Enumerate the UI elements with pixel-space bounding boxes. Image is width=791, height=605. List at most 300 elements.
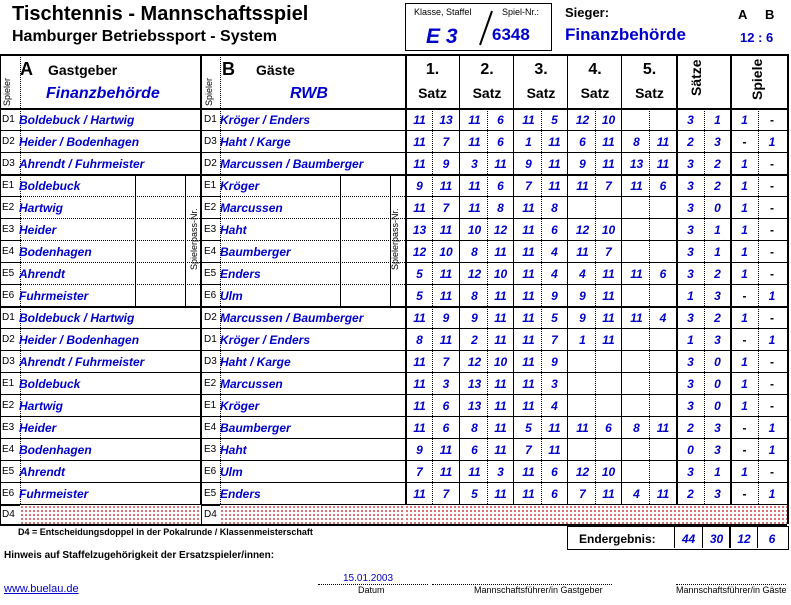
spiele-a: -	[742, 443, 747, 457]
date-value: 15.01.2003	[343, 573, 394, 584]
saetze-a: 3	[687, 179, 694, 193]
player-code-b: D3	[204, 136, 217, 147]
player-name-a: Fuhrmeister	[19, 289, 89, 303]
spieler-label-b: Spieler	[204, 77, 214, 106]
player-code-b: D2	[204, 158, 217, 169]
set-1-score-b: 6	[442, 399, 450, 413]
set-4-score-a: 9	[579, 311, 586, 325]
player-name-a: Fuhrmeister	[19, 487, 89, 501]
sieger-value: Finanzbehörde	[565, 25, 686, 44]
spiele-b: -	[770, 399, 774, 413]
set-4-score-a: 11	[576, 421, 589, 435]
spiele-a: 1	[741, 157, 748, 171]
saetze-b: 3	[714, 487, 721, 501]
team-b-label: Gäste	[256, 62, 295, 78]
sig-gaeste-label: Mannschaftsführer/in Gäste	[676, 585, 787, 595]
set-1-score-b: 11	[439, 223, 453, 237]
set-1-score-b: 3	[442, 377, 450, 391]
spiele-a: 1	[741, 399, 748, 413]
spiele-a: -	[742, 333, 747, 347]
set-4-score-a: 12	[575, 113, 590, 127]
saetze-a: 3	[687, 157, 694, 171]
set-5-score-a: 11	[630, 311, 643, 325]
player-name-a: Bodenhagen	[19, 443, 92, 457]
set-3-score-b: 5	[551, 311, 558, 325]
spiele-a: 1	[741, 267, 748, 281]
spiel-nr-label: Spiel-Nr.:	[502, 7, 540, 17]
spiele-b: 1	[768, 289, 776, 303]
set-1-score-a: 11	[413, 157, 426, 171]
set-3-score-b: 5	[551, 113, 558, 127]
set-2-score-b: 6	[497, 113, 504, 127]
set-2-score-b: 11	[494, 245, 507, 259]
set-3-score-a: 11	[522, 201, 535, 215]
d4-code-b: D4	[204, 509, 217, 520]
set-2-score-a: 12	[467, 267, 482, 281]
set-1-score-a: 11	[413, 487, 426, 501]
set-3-score-a: 1	[525, 135, 532, 149]
spiele-b: -	[770, 223, 774, 237]
player-name-b: Ulm	[220, 289, 243, 303]
set-3-score-b: 11	[548, 157, 561, 171]
set-4-score-b: 6	[605, 421, 612, 435]
set-3-score-a: 9	[525, 157, 532, 171]
set-5-number: 5.	[642, 61, 657, 78]
saetze-a: 3	[687, 311, 694, 325]
spiele-a: -	[742, 135, 747, 149]
player-code-a: E6	[2, 488, 15, 499]
set-2-score-a: 11	[468, 465, 481, 479]
set-1-score-b: 7	[442, 355, 450, 369]
set-2-score-a: 11	[468, 179, 481, 193]
player-code-a: E5	[2, 466, 15, 477]
player-name-b: Kröger	[220, 399, 260, 413]
set-5-label: Satz	[635, 85, 664, 101]
player-name-a: Bodenhagen	[19, 245, 92, 259]
player-code-a: E1	[2, 180, 15, 191]
saetze-b: 2	[714, 157, 721, 171]
player-name-a: Boldebuck	[19, 179, 81, 193]
saetze-a: 3	[687, 399, 694, 413]
spiele-a: 1	[741, 311, 748, 325]
set-3-score-a: 5	[525, 421, 532, 435]
set-3-score-a: 11	[522, 113, 535, 127]
player-name-a: Boldebuck / Hartwig	[19, 113, 135, 127]
set-1-score-a: 11	[413, 135, 426, 149]
set-1-score-a: 9	[416, 179, 423, 193]
set-3-score-a: 11	[522, 311, 535, 325]
set-1-score-a: 11	[413, 399, 426, 413]
player-code-b: E5	[204, 488, 217, 499]
klasse-value: E 3	[426, 25, 458, 48]
player-name-b: Baumberger	[220, 421, 291, 435]
d4-code-a: D4	[2, 509, 15, 520]
set-1-number: 1.	[425, 61, 440, 78]
player-name-a: Ahrendt / Fuhrmeister	[19, 355, 145, 369]
endergebnis-spiele-a: 12	[737, 532, 751, 546]
set-1-label: Satz	[418, 85, 447, 101]
player-code-b: E2	[204, 202, 217, 213]
spiele-a: 1	[741, 355, 748, 369]
set-2-score-b: 3	[497, 465, 504, 479]
set-2-score-b: 8	[497, 201, 504, 215]
saetze-b: 0	[714, 201, 721, 215]
set-1-score-b: 7	[442, 487, 450, 501]
set-1-score-b: 6	[442, 421, 450, 435]
saetze-b: 2	[714, 179, 721, 193]
set-2-score-a: 5	[471, 487, 478, 501]
saetze-a: 3	[687, 201, 694, 215]
spiele-a: -	[742, 421, 747, 435]
set-1-score-a: 11	[413, 201, 426, 215]
spiele-header: Spiele	[749, 58, 765, 100]
saetze-a: 3	[687, 465, 694, 479]
saetze-a: 3	[687, 223, 694, 237]
set-4-score-b: 11	[602, 157, 615, 171]
spiele-a: 1	[741, 377, 748, 391]
set-1-score-b: 7	[442, 135, 450, 149]
saetze-b: 2	[714, 311, 721, 325]
spiele-a: -	[742, 487, 747, 501]
set-2-score-a: 3	[471, 157, 478, 171]
team-a-name: Finanzbehörde	[46, 85, 160, 102]
team-a-letter: A	[20, 59, 33, 79]
spiele-b: -	[770, 179, 774, 193]
spiele-a: 1	[741, 223, 748, 237]
set-3-score-a: 11	[522, 355, 535, 369]
set-1-score-b: 10	[439, 245, 453, 259]
set-2-score-a: 11	[468, 113, 481, 127]
set-3-score-b: 8	[551, 201, 558, 215]
set-3-label: Satz	[526, 85, 556, 101]
set-2-score-b: 11	[494, 443, 507, 457]
player-code-a: D2	[2, 334, 15, 345]
player-code-a: D1	[2, 312, 15, 323]
form-title: Tischtennis - Mannschaftsspiel	[12, 3, 309, 25]
set-3-score-b: 9	[551, 355, 558, 369]
team-b-name: RWB	[290, 85, 328, 102]
set-4-score-b: 10	[601, 113, 616, 127]
set-4-score-a: 12	[575, 223, 590, 237]
set-5-score-a: 13	[629, 157, 644, 171]
set-3-score-b: 4	[551, 399, 558, 413]
spiel-nr-value: 6348	[492, 25, 530, 44]
set-1-score-a: 11	[413, 377, 426, 391]
player-code-a: D2	[2, 136, 15, 147]
spiele-b: -	[770, 355, 774, 369]
saetze-a: 2	[687, 487, 694, 501]
saetze-a: 3	[687, 377, 694, 391]
set-2-score-b: 11	[494, 289, 507, 303]
saetze-b: 2	[714, 267, 721, 281]
set-3-score-b: 4	[551, 267, 558, 281]
set-5-score-b: 11	[656, 421, 670, 435]
saetze-header: Sätze	[688, 59, 704, 96]
datum-label: Datum	[358, 585, 385, 595]
set-4-label: Satz	[580, 85, 610, 101]
player-code-b: E3	[204, 444, 217, 455]
spiele-b: 1	[768, 443, 776, 457]
spiele-b: -	[770, 465, 774, 479]
endergebnis-saetze-a: 44	[681, 532, 696, 546]
player-name-b: Ulm	[220, 465, 243, 479]
set-2-score-b: 11	[494, 421, 507, 435]
player-code-b: E2	[204, 378, 217, 389]
score-col-a: A	[738, 7, 748, 22]
set-4-score-b: 10	[601, 223, 616, 237]
endergebnis-spiele-b: 6	[768, 532, 776, 546]
set-1-score-a: 11	[413, 113, 426, 127]
set-1-score-a: 12	[412, 245, 427, 259]
player-name-a: Heider	[19, 421, 57, 435]
set-2-score-a: 9	[471, 311, 478, 325]
saetze-b: 0	[714, 377, 721, 391]
set-2-score-a: 6	[471, 443, 478, 457]
set-1-score-b: 13	[439, 113, 453, 127]
saetze-a: 3	[687, 267, 694, 281]
set-3-score-a: 11	[522, 223, 535, 237]
player-code-a: E3	[2, 224, 15, 235]
player-code-b: D3	[204, 356, 217, 367]
set-1-score-b: 9	[442, 311, 450, 325]
player-name-a: Boldebuck / Hartwig	[19, 311, 135, 325]
saetze-a: 3	[687, 245, 694, 259]
set-5-score-b: 11	[656, 157, 670, 171]
spiele-a: -	[742, 289, 747, 303]
set-1-score-b: 11	[439, 267, 453, 281]
hinweis-text: Hinweis auf Staffelzugehörigkeit der Ersatzspieler/innen:	[4, 550, 275, 561]
set-2-score-b: 12	[493, 223, 508, 237]
team-b-letter: B	[222, 59, 235, 79]
player-code-a: E3	[2, 422, 15, 433]
player-name-a: Hartwig	[19, 399, 64, 413]
spielerpass-label-b: Spielerpass-Nr.	[390, 208, 400, 270]
set-2-number: 2.	[480, 61, 494, 78]
set-3-score-a: 7	[525, 443, 532, 457]
set-5-score-a: 8	[633, 421, 640, 435]
endergebnis-saetze-b: 30	[709, 532, 724, 546]
set-5-score-b: 6	[659, 179, 667, 193]
sig-gastgeber-label: Mannschaftsführer/in Gastgeber	[474, 585, 603, 595]
set-4-score-b: 11	[602, 487, 615, 501]
saetze-b: 3	[714, 135, 721, 149]
set-1-score-a: 11	[413, 355, 426, 369]
player-code-a: E2	[2, 400, 15, 411]
spiele-b: 1	[768, 135, 776, 149]
set-1-score-b: 11	[439, 179, 453, 193]
set-2-score-a: 11	[468, 135, 481, 149]
set-2-score-b: 11	[494, 333, 507, 347]
player-name-b: Marcussen	[220, 377, 283, 391]
spiele-b: -	[770, 267, 774, 281]
player-name-a: Ahrendt / Fuhrmeister	[19, 157, 145, 171]
d4-hatch-b	[220, 505, 405, 524]
set-3-score-b: 11	[548, 421, 561, 435]
set-2-score-a: 10	[467, 223, 482, 237]
set-4-score-b: 7	[605, 245, 612, 259]
spiele-a: 1	[741, 465, 748, 479]
set-2-score-a: 8	[471, 245, 478, 259]
saetze-b: 3	[714, 333, 721, 347]
set-5-score-b: 4	[659, 311, 667, 325]
player-code-a: D3	[2, 356, 15, 367]
saetze-b: 1	[714, 465, 721, 479]
player-name-b: Kröger / Enders	[220, 113, 311, 127]
saetze-a: 3	[687, 355, 694, 369]
set-2-score-b: 11	[494, 311, 507, 325]
endergebnis-label: Endergebnis:	[579, 532, 656, 546]
spiele-a: 1	[741, 201, 748, 215]
set-2-score-a: 11	[468, 201, 481, 215]
form-subtitle: Hamburger Betriebssport - System	[12, 28, 277, 45]
sieger-label: Sieger:	[565, 5, 610, 20]
spiele-b: -	[770, 157, 774, 171]
set-2-score-b: 10	[493, 355, 508, 369]
player-name-b: Marcussen / Baumberger	[220, 311, 364, 325]
set-2-score-a: 13	[467, 377, 482, 391]
saetze-a: 2	[687, 421, 694, 435]
saetze-b: 1	[714, 223, 721, 237]
set-3-number: 3.	[534, 61, 548, 78]
player-name-b: Marcussen / Baumberger	[220, 157, 364, 171]
saetze-a: 1	[687, 289, 694, 303]
saetze-a: 2	[687, 135, 694, 149]
set-2-score-a: 12	[467, 355, 482, 369]
set-4-score-a: 7	[579, 487, 586, 501]
set-5-score-b: 6	[659, 267, 667, 281]
set-1-score-a: 13	[412, 223, 427, 237]
set-5-score-b: 11	[656, 487, 670, 501]
spiele-a: 1	[741, 113, 748, 127]
player-code-a: E1	[2, 378, 15, 389]
set-1-score-a: 9	[416, 443, 423, 457]
spielerpass-label-a: Spielerpass-Nr.	[189, 208, 199, 270]
set-4-score-b: 11	[602, 289, 615, 303]
spiele-b: -	[770, 201, 774, 215]
set-1-score-a: 8	[416, 333, 423, 347]
saetze-b: 3	[714, 421, 721, 435]
team-a-label: Gastgeber	[48, 62, 118, 78]
set-2-label: Satz	[472, 85, 502, 101]
set-5-score-a: 11	[630, 267, 643, 281]
set-3-score-b: 6	[551, 487, 558, 501]
set-3-score-b: 9	[551, 289, 558, 303]
set-2-score-a: 2	[471, 333, 478, 347]
set-1-score-a: 11	[413, 311, 426, 325]
player-name-b: Haht / Karge	[220, 355, 291, 369]
player-code-b: E6	[204, 290, 217, 301]
set-4-score-b: 11	[602, 267, 615, 281]
spiele-b: -	[770, 311, 774, 325]
saetze-b: 3	[714, 443, 721, 457]
set-4-score-b: 11	[602, 311, 615, 325]
set-2-score-a: 8	[471, 289, 478, 303]
set-4-score-b: 11	[602, 333, 615, 347]
player-name-b: Kröger / Enders	[220, 333, 311, 347]
set-2-score-b: 11	[494, 377, 507, 391]
player-name-a: Heider / Bodenhagen	[19, 333, 140, 347]
set-4-score-a: 1	[579, 333, 586, 347]
player-name-b: Haht	[220, 443, 247, 457]
saetze-a: 1	[687, 333, 694, 347]
player-code-b: E1	[204, 400, 217, 411]
set-2-score-b: 6	[497, 179, 504, 193]
d4-note: D4 = Entscheidungsdoppel in der Pokalrunde / Klassenmeisterschaft	[18, 527, 313, 537]
set-2-score-b: 11	[494, 399, 507, 413]
saetze-a: 3	[687, 113, 694, 127]
set-3-score-b: 7	[551, 333, 558, 347]
player-code-b: D1	[204, 114, 217, 125]
spiele-a: 1	[741, 245, 748, 259]
set-4-score-a: 6	[579, 135, 586, 149]
player-code-a: E4	[2, 444, 15, 455]
player-name-b: Marcussen	[220, 201, 283, 215]
set-3-score-b: 3	[551, 377, 558, 391]
set-4-score-b: 10	[601, 465, 616, 479]
player-code-a: E6	[2, 290, 15, 301]
player-code-a: E5	[2, 268, 15, 279]
set-4-score-a: 12	[575, 465, 590, 479]
player-name-a: Hartwig	[19, 201, 64, 215]
player-code-a: E2	[2, 202, 15, 213]
saetze-b: 3	[714, 289, 721, 303]
set-3-score-a: 11	[522, 289, 535, 303]
set-3-score-a: 11	[522, 399, 535, 413]
set-4-score-b: 11	[602, 135, 615, 149]
set-1-score-a: 5	[416, 289, 423, 303]
set-1-score-b: 11	[439, 443, 453, 457]
spiele-a: 1	[741, 179, 748, 193]
set-3-score-b: 11	[548, 443, 561, 457]
player-name-b: Baumberger	[220, 245, 291, 259]
d4-hatch-a	[20, 505, 201, 524]
player-name-a: Heider	[19, 223, 57, 237]
set-4-score-a: 4	[579, 267, 586, 281]
website-link[interactable]: www.buelau.de	[4, 583, 79, 595]
player-name-b: Enders	[220, 267, 261, 281]
player-name-a: Ahrendt	[19, 465, 65, 479]
saetze-b: 0	[714, 355, 721, 369]
set-4-score-a: 11	[576, 245, 589, 259]
player-code-a: D3	[2, 158, 15, 169]
set-2-score-b: 10	[493, 267, 508, 281]
player-code-b: E6	[204, 466, 217, 477]
player-code-b: E5	[204, 268, 217, 279]
set-3-score-a: 11	[522, 245, 535, 259]
set-1-score-b: 9	[442, 157, 450, 171]
spieler-label-a: Spieler	[2, 77, 12, 106]
spiele-b: 1	[768, 333, 776, 347]
set-1-score-a: 11	[413, 421, 426, 435]
player-name-a: Boldebuck	[19, 377, 81, 391]
set-1-score-a: 7	[416, 465, 423, 479]
set-3-score-a: 11	[522, 333, 535, 347]
set-3-score-b: 6	[551, 223, 558, 237]
saetze-b: 1	[714, 113, 721, 127]
final-score: 12 : 6	[740, 30, 774, 45]
player-name-b: Kröger	[220, 179, 260, 193]
player-name-b: Haht / Karge	[220, 135, 291, 149]
player-code-b: D2	[204, 312, 217, 323]
set-5-score-a: 4	[633, 487, 640, 501]
player-code-a: E4	[2, 246, 15, 257]
player-code-a: D1	[2, 114, 15, 125]
set-4-score-a: 9	[579, 289, 586, 303]
set-1-score-b: 11	[439, 465, 453, 479]
set-1-score-b: 11	[439, 333, 453, 347]
player-code-b: E4	[204, 422, 217, 433]
set-3-score-a: 11	[522, 487, 535, 501]
